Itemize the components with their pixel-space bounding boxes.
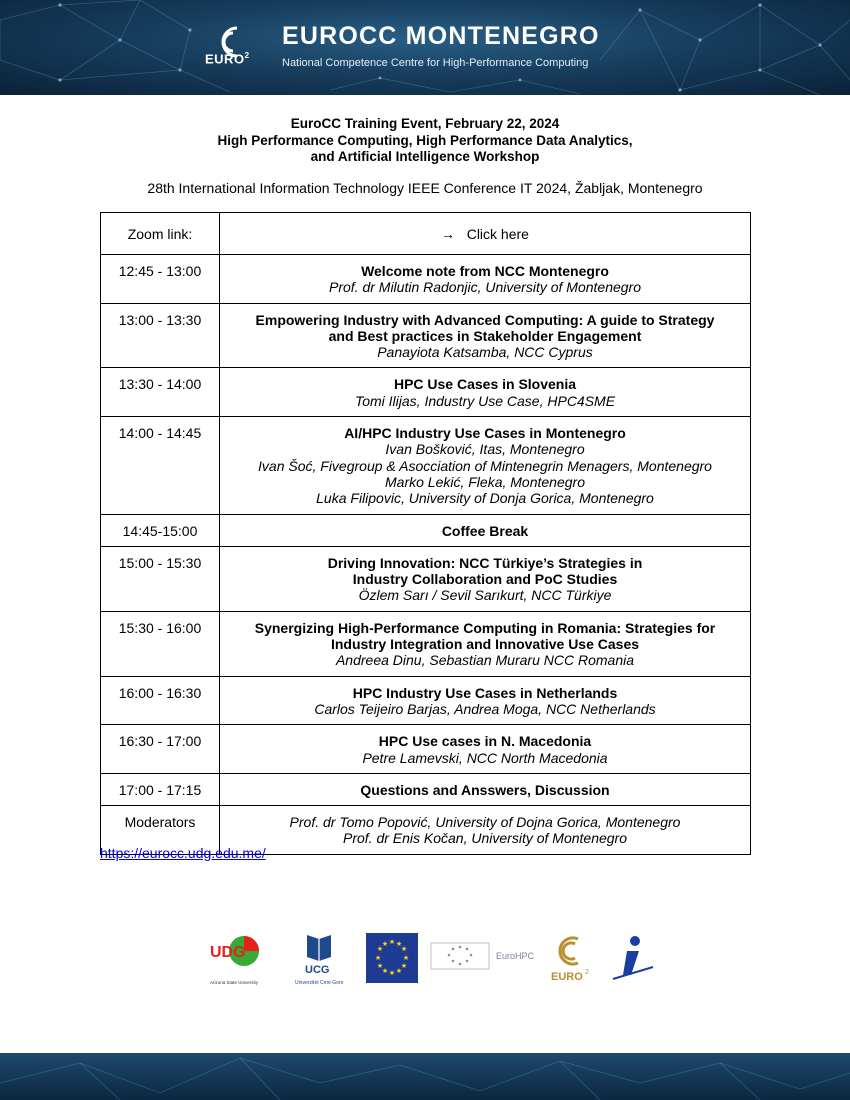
agenda-session [220, 255, 751, 304]
agenda-session [220, 773, 751, 805]
banner-title: EUROCC MONTENEGRO [282, 22, 600, 50]
session-title: Industry Collaboration and PoC Studies [352, 571, 618, 588]
udg-logo-text: UDG [210, 944, 246, 961]
svg-text:★: ★ [400, 945, 408, 953]
svg-text:★: ★ [388, 938, 396, 946]
agenda-session [220, 368, 751, 417]
agenda-session [220, 514, 751, 546]
agenda-table [100, 212, 751, 855]
session-title: HPC Use cases in N. Macedonia [378, 733, 592, 750]
session-title: HPC Industry Use Cases in Netherlands [352, 684, 618, 701]
conference-line: 28th International Information Technology IEEE Conference IT 2024, Žabljak, Montenegro [147, 180, 703, 196]
agenda-time: 17:00 - 17:15 [101, 773, 220, 805]
svg-text:★: ★ [381, 967, 389, 975]
agenda-row [101, 368, 751, 417]
session-speaker: Prof. dr Enis Kočan, University of Montenegro [342, 830, 628, 847]
eurohpc-text: EuroHPC [496, 951, 535, 961]
svg-text:★: ★ [376, 945, 384, 953]
udg-logo [208, 933, 268, 988]
eu-flag-logo [366, 933, 418, 983]
euro2-sup: 2 [585, 969, 589, 976]
agenda-time: Moderators [101, 806, 220, 855]
svg-text:★: ★ [376, 962, 384, 970]
footer-banner [0, 1053, 850, 1100]
session-title: AI/HPC Industry Use Cases in Montenegro [344, 425, 626, 442]
zoom-click-here-link[interactable]: Click here [466, 225, 529, 242]
session-speaker: Panayiota Katsamba, NCC Cyprus [377, 344, 593, 361]
agenda-time: 13:30 - 14:00 [101, 368, 220, 417]
agenda-time: 16:00 - 16:30 [101, 676, 220, 725]
agenda-row [101, 611, 751, 676]
session-speaker: Luka Filipovic, University of Donja Gorica, Montenegro [316, 490, 654, 507]
event-date-line: EuroCC Training Event, February 22, 2024 [290, 116, 560, 131]
svg-text:★: ★ [395, 967, 403, 975]
agenda-session [220, 676, 751, 725]
session-speaker: Prof. dr Tomo Popović, University of Dojna Gorica, Montenegro [289, 814, 681, 831]
footer-network-background [0, 1053, 850, 1100]
ucg-caption: Univerzitet Crne Gore [295, 980, 344, 986]
session-title: Questions and Ansswers, Discussion [360, 781, 610, 798]
agenda-row [101, 725, 751, 774]
svg-text:★: ★ [381, 940, 389, 948]
session-speaker: Ivan Bošković, Itas, Montenegro [385, 441, 585, 458]
banner-subtitle: National Competence Centre for High-Performance Computing [282, 57, 589, 69]
agenda-row [101, 255, 751, 304]
agenda-time: 16:30 - 17:00 [101, 725, 220, 774]
agenda-time: 14:45-15:00 [101, 514, 220, 546]
agenda-session [220, 546, 751, 611]
session-speaker: Prof. dr Milutin Radonjic, University of Montenegro [328, 279, 642, 296]
svg-text:★: ★ [402, 954, 410, 962]
agenda-session [220, 611, 751, 676]
euro2-logo [548, 933, 594, 983]
agenda-row [101, 546, 751, 611]
agenda-row [101, 773, 751, 805]
agenda-session [220, 725, 751, 774]
session-speaker: Özlem Sarı / Sevil Sarıkurt, NCC Türkiye [358, 587, 612, 604]
info-logo [611, 933, 655, 985]
eu-stars-icon [366, 933, 418, 983]
udg-caption: Arizona State University [210, 980, 259, 985]
session-title: Coffee Break [441, 522, 529, 539]
partner-logos [0, 925, 850, 990]
svg-text:★: ★ [395, 940, 403, 948]
svg-text:★: ★ [388, 969, 396, 977]
agenda-time: 14:00 - 14:45 [101, 417, 220, 514]
eurocc-website-link[interactable]: https://eurocc.udg.edu.me/ [100, 845, 266, 861]
ucg-logo [293, 933, 349, 988]
session-title: Synergizing High-Performance Computing in Romania: Strategies for [254, 619, 716, 636]
event-title-line-2: and Artificial Intelligence Workshop [310, 149, 540, 164]
agenda-time: 12:45 - 13:00 [101, 255, 220, 304]
udg-logo-icon [208, 933, 268, 988]
agenda-row [101, 417, 751, 514]
session-title: Empowering Industry with Advanced Computing: A guide to Strategy [255, 311, 715, 328]
euro2-logo-icon [548, 933, 594, 983]
ucg-logo-icon [293, 933, 349, 988]
agenda-time: 15:00 - 15:30 [101, 546, 220, 611]
event-heading [0, 116, 850, 166]
header-banner [0, 0, 850, 95]
agenda-row [101, 514, 751, 546]
zoom-label: Zoom link: [101, 213, 220, 255]
agenda-session [220, 303, 751, 368]
zoom-row [101, 213, 751, 255]
svg-text:★: ★ [374, 954, 382, 962]
session-speaker: Marko Lekić, Fleka, Montenegro [385, 473, 585, 490]
session-title: Industry Integration and Innovative Use Cases [330, 636, 640, 653]
arrow-right-icon: → [441, 225, 456, 242]
event-title-line-1: High Performance Computing, High Performance Data Analytics, [217, 132, 633, 148]
info-i-icon [611, 933, 655, 985]
zoom-link-cell[interactable] [220, 213, 751, 255]
eurohpc-logo [430, 939, 535, 973]
session-title: HPC Use Cases in Slovenia [393, 376, 577, 393]
agenda-time: 13:00 - 13:30 [101, 303, 220, 368]
session-title: and Best practices in Stakeholder Engagement [328, 327, 642, 344]
session-title: Welcome note from NCC Montenegro [361, 263, 609, 279]
session-title: Driving Innovation: NCC Türkiye’s Strategies in [327, 554, 643, 571]
session-speaker: Ivan Šoć, Fivegroup & Asocciation of Mintenegrin Menagers, Montenegro [258, 457, 712, 474]
euro2-text: EURO [551, 971, 583, 983]
session-speaker: Carlos Teijeiro Barjas, Andrea Moga, NCC Netherlands [314, 700, 656, 717]
session-speaker: Petre Lamevski, NCC North Macedonia [362, 749, 608, 766]
eurohpc-logo-icon [430, 939, 535, 973]
session-speaker: Tomi Ilijas, Industry Use Case, HPC4SME [354, 392, 616, 409]
svg-text:★: ★ [400, 962, 408, 970]
ucg-logo-text: UCG [305, 964, 330, 976]
agenda-row [101, 303, 751, 368]
agenda-session [220, 806, 751, 855]
session-speaker: Andreea Dinu, Sebastian Muraru NCC Romania [335, 652, 635, 669]
agenda-row [101, 676, 751, 725]
agenda-time: 15:30 - 16:00 [101, 611, 220, 676]
agenda-session [220, 417, 751, 514]
logo-euro-text: EURO$^2$ [205, 51, 250, 67]
